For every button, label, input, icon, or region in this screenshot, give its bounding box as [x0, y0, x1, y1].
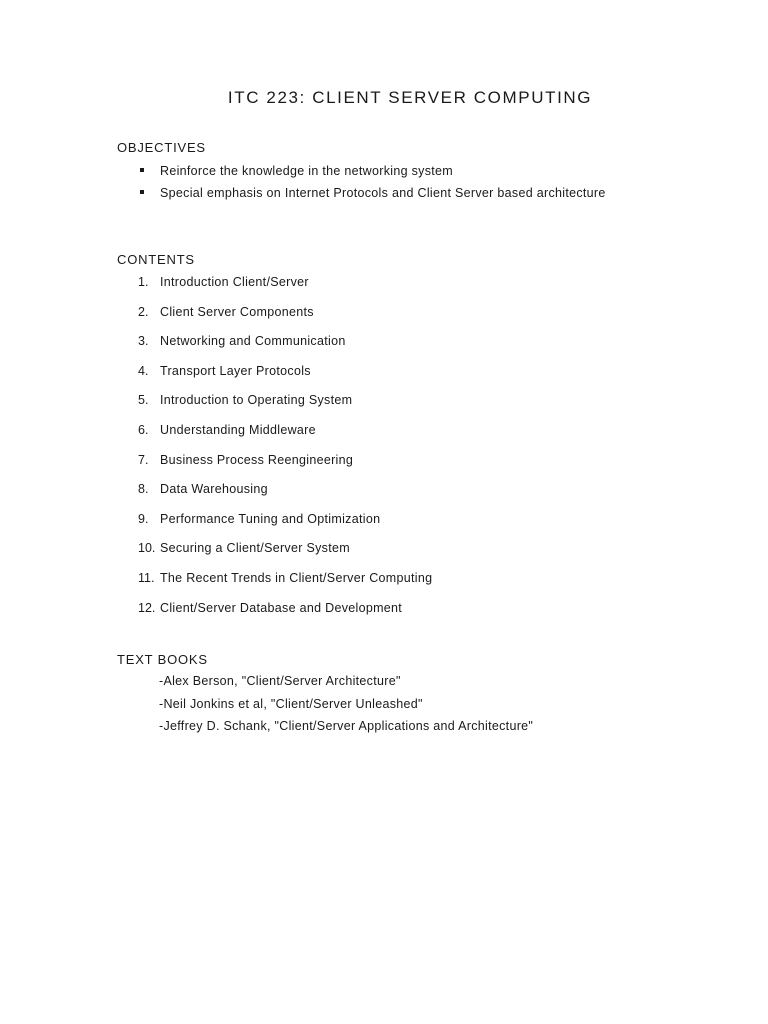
textbooks-heading: TEXT BOOKS	[117, 652, 208, 667]
list-item: -Alex Berson, "Client/Server Architecture"	[159, 674, 401, 688]
document-page: ITC 223: CLIENT SERVER COMPUTING OBJECTIVES Reinforce the knowledge in the networking system Special emphasis on Internet Protocols and Client Server based architecture CONTENTS 1. Introduction Client/Server 2. Client Server Components 3. Networking and Communication 4. Transport Layer Protocols 5. Introduction to Operating System 6. Understanding Middleware 7. Business Process Reengineering 8. Data Warehousing 9. Performance Tuning and Optimization 10. Securing a Client/Server System 11. The Recent Trends in Client/Server Computing 12. Client/Server Database and Development TEXT BOOKS -Alex Berson, "Client/Server Architecture" -Neil Jonkins et al, "Client/Server Unleashed" -Jeffrey D. Schank, "Client/Server Applications and Architecture"	[0, 0, 768, 1024]
bullet-icon	[140, 190, 144, 194]
list-item: -Jeffrey D. Schank, "Client/Server Applications and Architecture"	[159, 719, 534, 733]
bullet-icon	[140, 168, 144, 172]
list-item: -Neil Jonkins et al, "Client/Server Unleashed"	[159, 696, 423, 711]
page-title: ITC 223: CLIENT SERVER COMPUTING	[227, 88, 593, 107]
textbooks-list	[159, 674, 533, 742]
objectives-heading: OBJECTIVES	[117, 140, 206, 155]
contents-heading: CONTENTS	[117, 252, 195, 267]
